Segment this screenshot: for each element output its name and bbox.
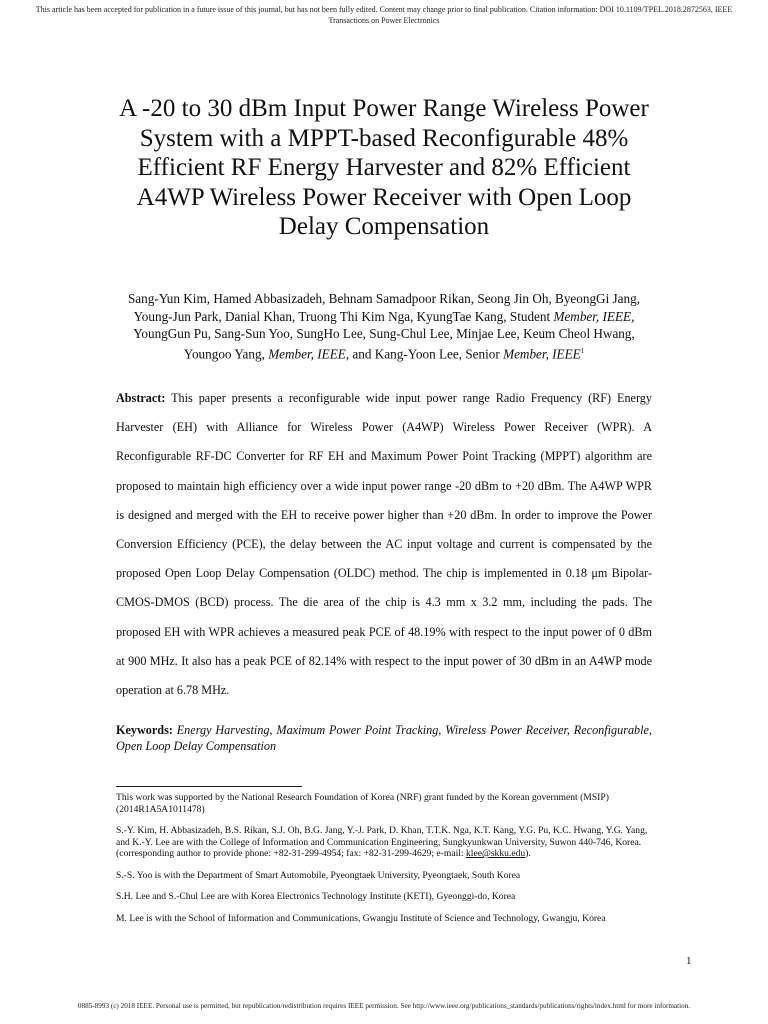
author-membership-2: Member, IEEE, xyxy=(268,345,350,361)
corresponding-email-link[interactable]: klee@skku.edu xyxy=(466,848,526,859)
footnotes xyxy=(116,792,652,934)
author-names-2: , YoungGun Pu, Sang-Sun Yoo, SungHo Lee, Sung-Chul Lee, Minjae Lee, Keum Cheol Hwang, Youngoo Yang, xyxy=(133,308,635,361)
abstract-text: This paper presents a reconfigurable wide input power range Radio Frequency (RF) Energy Harvester (EH) with Alliance for Wireless Power (A4WP) Wireless Power Receiver (WPR). A Reconfigurable RF-DC Converter for RF EH and Maximum Power Point Tracking (MPPT) algorithm are proposed to maintain high efficiency over a wide input power range -20 dBm to +20 dBm. The A4WP WPR is designed and merged with the EH to receive power higher than +20 dBm. In order to improve the Power Conversion Efficiency (PCE), the delay between the AC input voltage and current is compensated by the proposed Open Loop Delay Compensation (OLDC) method. The chip is implemented in 0.18 μm Bipolar-CMOS-DMOS (BCD) process. The die area of the chip is 4.3 mm x 3.2 mm, including the pads. The proposed EH with WPR achieves a measured peak PCE of 48.19% with respect to the input power of 0 dBm at 900 MHz. It also has a peak PCE of 82.14% with respect to the input power of 30 dBm in an A4WP mode operation at 6.78 MHz. xyxy=(116,391,652,698)
footnote-affiliation-4: M. Lee is with the School of Information and Communications, Gwangju Institute of Science and Technology, Gwangju, Korea xyxy=(116,912,606,924)
author-membership-1: Member, IEEE xyxy=(553,308,632,324)
copyright-footer: 0885-8993 (c) 2018 IEEE. Personal use is permitted, but republication/redistribution requires IEEE permission. See http://www.ieee.org/publications_standards/publications/rights/index.html for more information. xyxy=(77,1002,691,1010)
author-names-1: Sang-Yun Kim, Hamed Abbasizadeh, Behnam Samadpoor Rikan, Seong Jin Oh, ByeongGi Jang, Young-Jun Park, Danial Khan, Truong Thi Kim Nga, KyungTae Kang, Student xyxy=(127,291,641,324)
journal-notice-line1: This article has been accepted for publication in a future issue of this journal, but has not been fully edited. Content may change prior to final publication. Citation information: DOI 10.1109/TPEL.2018.2872563, IEEE xyxy=(35,5,733,14)
footnote-funding: This work was supported by the National Research Foundation of Korea (NRF) grant funded by the Korean government (MSIP) (2014R1A5A1011478) xyxy=(116,792,609,815)
footnote-affiliation-1-end: ). xyxy=(525,848,531,859)
journal-notice-line2: Transactions on Power Electronics xyxy=(328,16,440,25)
keywords-text: Energy Harvesting, Maximum Power Point Tracking, Wireless Power Receiver, Reconfigurable, Open Loop Delay Compensation xyxy=(116,723,652,753)
footnote-divider xyxy=(116,786,302,787)
author-list xyxy=(110,290,658,362)
keywords xyxy=(116,722,652,754)
keywords-label: Keywords: xyxy=(116,723,173,737)
author-names-3: and Kang-Yoon Lee, Senior xyxy=(349,345,504,361)
footnote-affiliation-1 xyxy=(116,825,652,860)
paper-title: A -20 to 30 dBm Input Power Range Wireless Power System with a MPPT-based Reconfigurable 48% Efficient RF Energy Harvester and 82% Efficient A4WP Wireless Power Receiver with Open Loop Delay Compensation xyxy=(119,95,649,240)
footnote-affiliation-1-text: S.-Y. Kim, H. Abbasizadeh, B.S. Rikan, S.J. Oh, B.G. Jang, Y.-J. Park, D. Khan, T.T.K. Nga, K.T. Kang, Y.G. Pu, K.C. Hwang, Y.G. Yang, and K.-Y. Lee are with the College of Information and Communication Engineering, Sungkyunkwan University, Suwon 440-746, Korea. (corresponding author to provide phone: +82-31-299-4954; fax: +82-31-299-4629; e-mail: xyxy=(116,825,648,859)
author-footnote-mark: 1 xyxy=(580,346,585,355)
footnote-affiliation-3: S.H. Lee and S.-Chul Lee are with Korea Electronics Technology Institute (KETI), Gyeonggi-do, Korea xyxy=(116,891,516,902)
page-number: 1 xyxy=(686,955,692,967)
abstract xyxy=(116,384,652,705)
abstract-label: Abstract: xyxy=(116,391,166,405)
footnote-affiliation-2: S.-S. Yoo is with the Department of Smart Automobile, Pyeongtaek University, Pyeongtaek, South Korea xyxy=(116,869,521,881)
author-membership-3: Member, IEEE xyxy=(503,345,581,361)
journal-notice xyxy=(0,4,768,26)
